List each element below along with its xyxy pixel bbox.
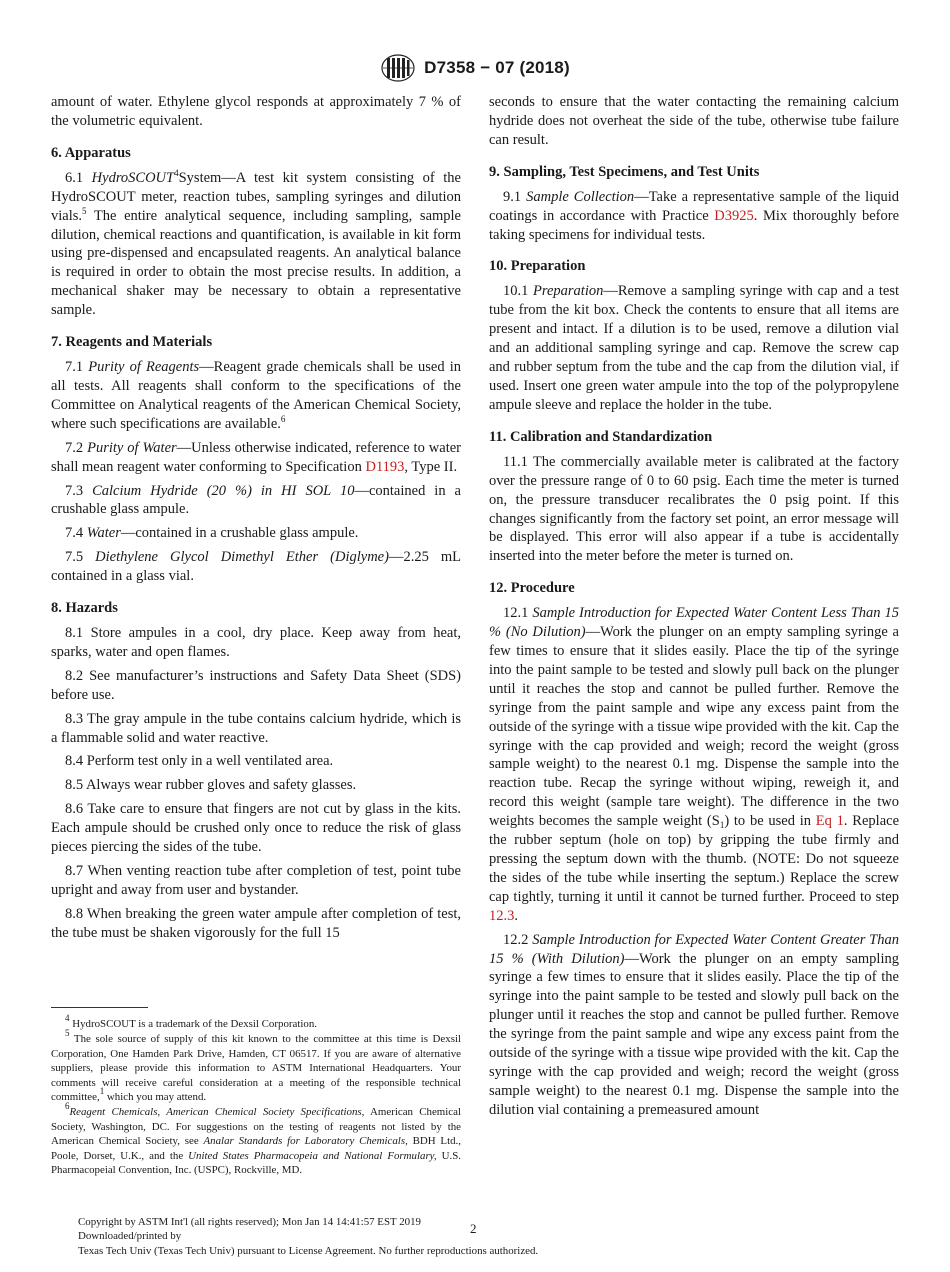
paragraph-8-5: 8.5 Always wear rubber gloves and safety glasses.	[65, 777, 357, 794]
document-designation: D7358 − 07 (2018)	[424, 58, 570, 77]
para-term: HydroSCOUT	[91, 169, 175, 186]
paragraph-11-1: 11.1 The commercially available meter is calibrated at the factory over the pressure range of 0 to 60 psig. Each time the meter is turned on, the pressure transducer recalibrates the 0 psig point. If this changes significantly from the factory set point, an error message will be displayed. This error will also appear if a tube is accidentally inserted into the meter before the meter is turned on.	[489, 453, 899, 565]
paragraph-8-1: 8.1 Store ampules in a cool, dry place. Keep away from heat, sparks, water and open flames.	[51, 625, 461, 660]
paragraph-7-4: 7.4 Water—contained in a crushable glass ampule.	[65, 525, 359, 542]
astm-logo-icon	[380, 53, 416, 83]
paragraph-9-1: 9.1 Sample Collection—Take a representative sample of the liquid coatings in accordance with Practice D3925. Mix thoroughly before taking specimens for individual tests.	[489, 188, 900, 243]
page-number: 2	[470, 1221, 477, 1236]
paragraph-continued: seconds to ensure that the water contacting the remaining calcium hydride does not overheat the side of the tube, otherwise tube failure can result.	[489, 94, 899, 148]
paragraph-10-1: 10.1 Preparation—Remove a sampling syringe with cap and a test tube from the kit box. Check the contents to ensure that all items are present and intact. If a dilution is to be used, remove a dilution vial and an additional sampling syringe and cap. Remove the screw cap and rubber septum from the tube and the cap from the dilution vial, if used. Insert one green water ampule into the top of the polypropylene ampule sleeve and replace the holder in the tube.	[489, 283, 900, 413]
footnote-divider	[51, 1007, 148, 1008]
footnote-4: $^4$ HydroSCOUT is a trademark of the Dexsil Corporation.	[65, 1013, 318, 1030]
paragraph-6-1: 6.1 HydroSCOUT$^4$System—A test kit system consisting of the HydroSCOUT meter, reaction tubes, sampling syringes and dilution vials.$^5$ The entire analytical sequence, including sampling, sample dilution, chemical reactions and quantification, is available in kit form using pre-dispensed and encapsulated reagents. An analytical balance is required in order to obtain the most precise results. In addition, a mechanical shaker may be necessary to obtain a representative sample.	[51, 167, 461, 319]
footnote-6: $^6$Reagent Chemicals, American Chemical Society Specifications, American Chemical Society, Washington, DC. For suggestions on the testing of reagents not listed by the American Chemical Society, see Analar Standards for Laboratory Chemicals, BDH Ltd., Poole, Dorset, U.K., and the United States Pharmacopeia and National Formulary, U.S. Pharmacopeial Convention, Inc. (USPC), Rockville, MD.	[51, 1101, 461, 1177]
section-heading-procedure: 12. Procedure	[489, 580, 575, 597]
footnote-ref-5[interactable]: 5	[82, 205, 87, 216]
section-heading-apparatus: 6. Apparatus	[51, 144, 131, 161]
right-column	[489, 93, 899, 1125]
paragraph-8-8: 8.8 When breaking the green water ampule after completion of test, the tube must be shaken vigorously for the full 15	[51, 905, 461, 941]
section-heading-calibration: 11. Calibration and Standardization	[489, 428, 713, 445]
section-heading-hazards: 8. Hazards	[51, 600, 118, 617]
step-link-12-3[interactable]: 12.3	[489, 907, 515, 924]
para-number: 6.1	[65, 169, 92, 186]
paragraph-8-2: 8.2 See manufacturer’s instructions and Safety Data Sheet (SDS) before use.	[51, 667, 461, 703]
footer-line-downloaded: Downloaded/printed by	[78, 1230, 182, 1243]
footnote-ref-6[interactable]: 6	[280, 413, 286, 424]
paragraph-7-3: 7.3 Calcium Hydride (20 %) in HI SOL 10—contained in a crushable glass ampule.	[51, 482, 461, 518]
paragraph-8-6: 8.6 Take care to ensure that fingers are not cut by glass in the kits. Each ampule should be crushed only once to reduce the risk of glass pieces piercing the sides of the tube.	[51, 801, 461, 856]
section-heading-preparation: 10. Preparation	[489, 258, 586, 275]
page-header	[0, 52, 950, 84]
paragraph-continued: amount of water. Ethylene glycol responds at approximately 7 % of the volumetric equivalent.	[51, 94, 461, 129]
paragraph-12-1: 12.1 Sample Introduction for Expected Water Content Less Than 15 % (No Dilution)—Work the plunger on an empty sampling syringe a few times to ensure that it slides easily. Place the tip of the syringe into the paint sample to be tested and slowly pull back on the plunger until it reaches the stop and cannot be pulled further. Remove the syringe from the paint sample and wipe any excess paint from the outside of the syringe with a tissue wipe provided with the kit. Cap the syringe with the cap provided and weigh; record the weight (gross sample weight) to the nearest 0.1 mg. Dispense the sample into the reaction tube. Recap the syringe without wiping, reweigh it, and record this weight (sample tare weight). The difference in the two weights becomes the sample weight $(S_1)$ to be used in Eq 1. Replace the rubber septum (hole on top) by gripping the tube firmly and pressing the septum down with the thumb. (NOTE: Do not squeeze the sides of the tube while inserting the septum.) Replace the screw cap tightly, turning it until it cannot be turned further. Proceed to step 12.3.	[489, 605, 900, 924]
paragraph-7-2: 7.2 Purity of Water—Unless otherwise indicated, reference to water shall mean reagent water conforming to Specification D1193, Type II.	[51, 439, 461, 475]
left-column	[51, 93, 461, 948]
paragraph-7-1: 7.1 Purity of Reagents—Reagent grade chemicals shall be used in all tests. All reagents shall conform to the specifications of the Committee on Analytical reagents of the American Chemical Society, where such specifications are available.$^6$	[51, 359, 462, 432]
copyright-footer	[78, 1215, 898, 1258]
footnote-ref-1[interactable]: 1	[99, 1086, 105, 1097]
footer-line-copyright: Copyright by ASTM Int'l (all rights reserved); Mon Jan 14 14:41:57 EST 2019	[78, 1216, 421, 1228]
paragraph-7-5: 7.5 Diethylene Glycol Dimethyl Ether (Diglyme)—2.25 mL contained in a glass vial.	[51, 549, 462, 585]
paragraph-8-3: 8.3 The gray ampule in the tube contains calcium hydride, which is a flammable solid and water reactive.	[51, 710, 461, 746]
footnotes	[51, 1013, 461, 1178]
paragraph-8-4: 8.4 Perform test only in a well ventilated area.	[65, 753, 334, 770]
paragraph-12-2: 12.2 Sample Introduction for Expected Water Content Greater Than 15 % (With Dilution)—Work the plunger on an empty sampling syringe a few times to ensure that it slides easily. Place the tip of the syringe into the paint sample to be tested and slowly pull back on the plunger until it reaches the stop and cannot be pulled further. Remove the syringe from the paint sample and wipe any excess paint from the outside of the syringe with a tissue wipe provided with the kit. Cap the syringe with the cap provided and weigh; record the weight (gross sample weight) to the nearest 0.1 mg. Dispense the sample into the dilution vial containing a premeasured amount	[489, 931, 899, 1118]
footer-line-license: Texas Tech Univ (Texas Tech Univ) pursuant to License Agreement. No further reproductions authorized.	[78, 1244, 539, 1257]
paragraph-8-7: 8.7 When venting reaction tube after completion of test, point tube upright and away from user and bystander.	[51, 863, 461, 898]
standard-link-d1193[interactable]: D1193	[365, 458, 405, 475]
standard-link-d3925[interactable]: D3925	[714, 207, 754, 224]
section-heading-sampling: 9. Sampling, Test Specimens, and Test Units	[489, 163, 760, 180]
section-heading-reagents: 7. Reagents and Materials	[51, 334, 213, 351]
footnote-5: $^5$ The sole source of supply of this kit known to the committee at this time is Dexsil Corporation, One Hamden Park Drive, Hamden, CT 06517. If you are aware of alternative suppliers, please provide this information to ASTM International Headquarters. Your comments will receive careful consideration at a meeting of the responsible technical committee,$^1$ which you may attend.	[51, 1028, 461, 1104]
equation-link-eq1[interactable]: Eq 1	[815, 813, 844, 830]
footnote-ref-4[interactable]: 4	[174, 167, 179, 178]
